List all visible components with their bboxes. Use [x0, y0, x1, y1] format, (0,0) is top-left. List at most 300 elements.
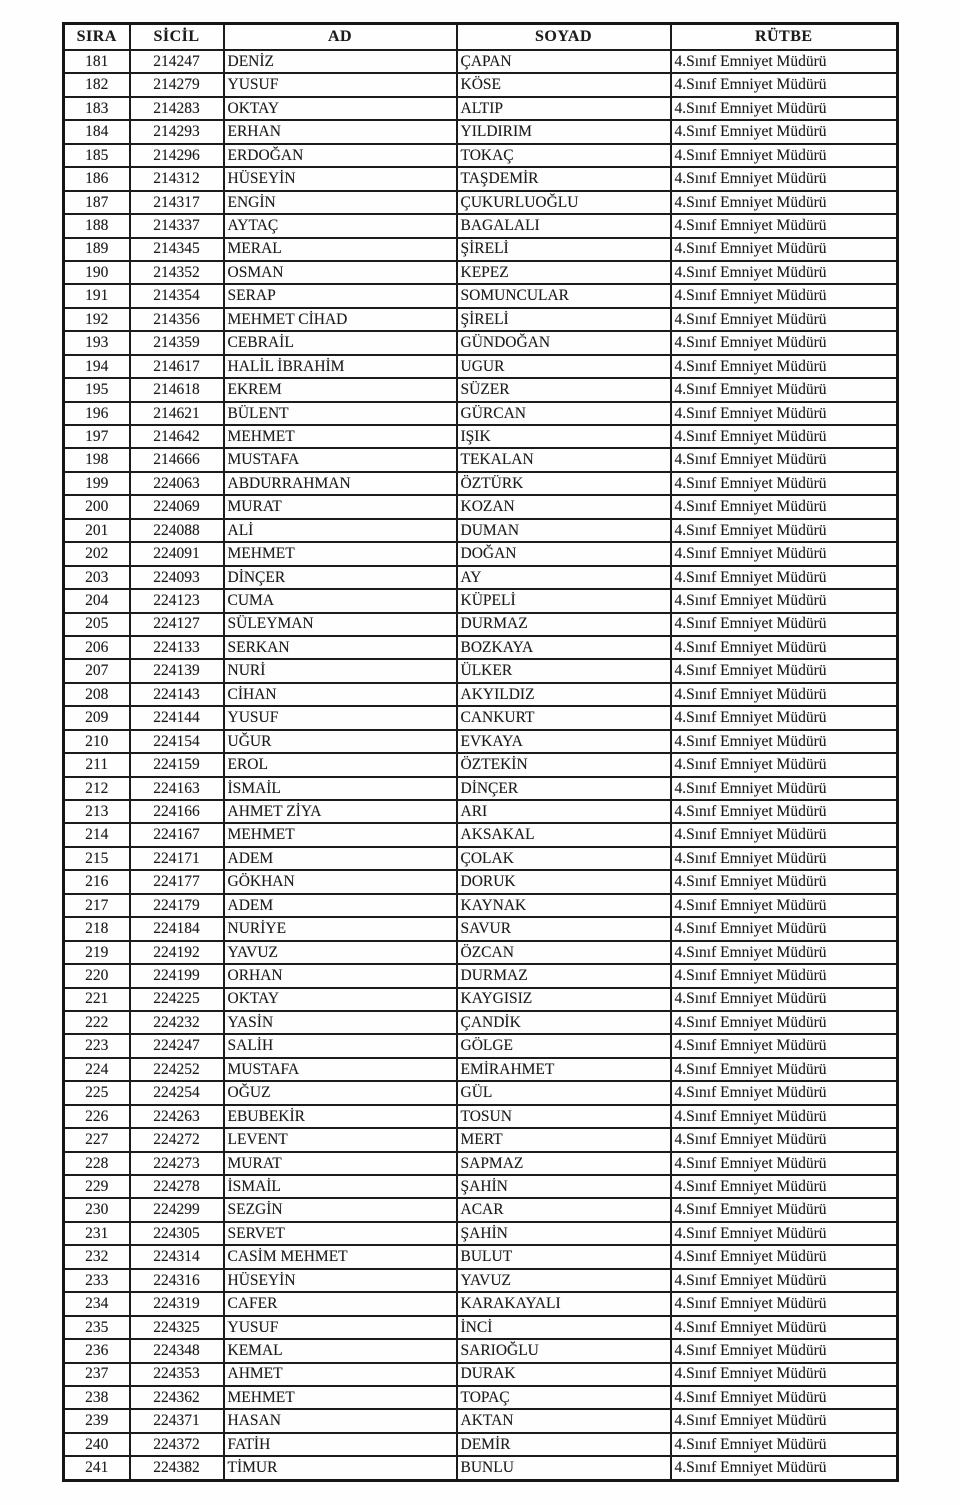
cell-sira: 212	[64, 777, 130, 800]
cell-sicil: 224278	[130, 1175, 224, 1198]
table-row	[64, 823, 898, 846]
table-row	[64, 1222, 898, 1245]
table-row	[64, 988, 898, 1011]
table-row	[64, 1409, 898, 1432]
cell-rutbe: 4.Sınıf Emniyet Müdürü	[671, 1386, 898, 1409]
table-row	[64, 1175, 898, 1198]
cell-ad: HASAN	[224, 1409, 457, 1432]
cell-sira: 207	[64, 659, 130, 682]
cell-ad: DİNÇER	[224, 566, 457, 589]
table-row	[64, 472, 898, 495]
table-row	[64, 800, 898, 823]
cell-ad: AHMET	[224, 1363, 457, 1386]
table-row	[64, 917, 898, 940]
table-row	[64, 847, 898, 870]
cell-soyad: ÇUKURLUOĞLU	[457, 191, 671, 214]
cell-ad: HÜSEYİN	[224, 1269, 457, 1292]
cell-sira: 229	[64, 1175, 130, 1198]
cell-sicil: 214618	[130, 378, 224, 401]
cell-ad: AHMET ZİYA	[224, 800, 457, 823]
cell-rutbe: 4.Sınıf Emniyet Müdürü	[671, 167, 898, 190]
table-row	[64, 355, 898, 378]
cell-ad: FATİH	[224, 1433, 457, 1456]
cell-ad: ENGİN	[224, 191, 457, 214]
cell-sicil: 214354	[130, 284, 224, 307]
cell-rutbe: 4.Sınıf Emniyet Müdürü	[671, 1105, 898, 1128]
cell-sira: 210	[64, 730, 130, 753]
cell-rutbe: 4.Sınıf Emniyet Müdürü	[671, 1433, 898, 1456]
cell-sira: 214	[64, 823, 130, 846]
cell-sira: 203	[64, 566, 130, 589]
cell-soyad: TOPAÇ	[457, 1386, 671, 1409]
table-row	[64, 331, 898, 354]
cell-sira: 221	[64, 988, 130, 1011]
table-row	[64, 683, 898, 706]
cell-soyad: TOKAÇ	[457, 144, 671, 167]
cell-ad: İSMAİL	[224, 1175, 457, 1198]
cell-rutbe: 4.Sınıf Emniyet Müdürü	[671, 331, 898, 354]
cell-soyad: KAYGISIZ	[457, 988, 671, 1011]
cell-ad: SERVET	[224, 1222, 457, 1245]
table-row	[64, 1081, 898, 1104]
column-header-sicil: SİCİL	[130, 24, 224, 51]
cell-rutbe: 4.Sınıf Emniyet Müdürü	[671, 1269, 898, 1292]
cell-soyad: AKYILDIZ	[457, 683, 671, 706]
cell-ad: SERKAN	[224, 636, 457, 659]
cell-sira: 231	[64, 1222, 130, 1245]
cell-sira: 190	[64, 261, 130, 284]
cell-sira: 194	[64, 355, 130, 378]
cell-sicil: 214621	[130, 402, 224, 425]
cell-sicil: 224362	[130, 1386, 224, 1409]
table-row	[64, 144, 898, 167]
cell-ad: ORHAN	[224, 964, 457, 987]
cell-rutbe: 4.Sınıf Emniyet Müdürü	[671, 823, 898, 846]
cell-sicil: 224232	[130, 1011, 224, 1034]
cell-soyad: ACAR	[457, 1198, 671, 1221]
column-header-ad: AD	[224, 24, 457, 51]
cell-sira: 217	[64, 894, 130, 917]
cell-sicil: 214312	[130, 167, 224, 190]
cell-soyad: ÖZTEKİN	[457, 753, 671, 776]
cell-rutbe: 4.Sınıf Emniyet Müdürü	[671, 706, 898, 729]
cell-soyad: BULUT	[457, 1245, 671, 1268]
table-row	[64, 870, 898, 893]
cell-sicil: 224353	[130, 1363, 224, 1386]
table-row	[64, 1269, 898, 1292]
table-row	[64, 589, 898, 612]
table-row	[64, 519, 898, 542]
cell-sira: 213	[64, 800, 130, 823]
table-row	[64, 167, 898, 190]
cell-sira: 235	[64, 1316, 130, 1339]
cell-sicil: 224177	[130, 870, 224, 893]
cell-ad: YUSUF	[224, 706, 457, 729]
cell-sira: 189	[64, 238, 130, 261]
cell-rutbe: 4.Sınıf Emniyet Müdürü	[671, 1292, 898, 1315]
table-row	[64, 261, 898, 284]
table-row	[64, 73, 898, 96]
cell-soyad: SAPMAZ	[457, 1152, 671, 1175]
table-row	[64, 730, 898, 753]
cell-ad: CAFER	[224, 1292, 457, 1315]
cell-soyad: KÖSE	[457, 73, 671, 96]
cell-rutbe: 4.Sınıf Emniyet Müdürü	[671, 917, 898, 940]
cell-sira: 182	[64, 73, 130, 96]
cell-soyad: ÇOLAK	[457, 847, 671, 870]
cell-rutbe: 4.Sınıf Emniyet Müdürü	[671, 542, 898, 565]
cell-ad: TİMUR	[224, 1456, 457, 1480]
cell-sira: 220	[64, 964, 130, 987]
cell-rutbe: 4.Sınıf Emniyet Müdürü	[671, 238, 898, 261]
cell-soyad: GÖLGE	[457, 1034, 671, 1057]
cell-sicil: 224139	[130, 659, 224, 682]
cell-sicil: 214283	[130, 97, 224, 120]
cell-sicil: 224325	[130, 1316, 224, 1339]
cell-sicil: 214345	[130, 238, 224, 261]
cell-ad: SEZGİN	[224, 1198, 457, 1221]
cell-rutbe: 4.Sınıf Emniyet Müdürü	[671, 1198, 898, 1221]
cell-sicil: 224143	[130, 683, 224, 706]
cell-sira: 219	[64, 941, 130, 964]
cell-soyad: KÜPELİ	[457, 589, 671, 612]
cell-soyad: SÜZER	[457, 378, 671, 401]
cell-soyad: YAVUZ	[457, 1269, 671, 1292]
cell-soyad: KAYNAK	[457, 894, 671, 917]
cell-soyad: ÇANDİK	[457, 1011, 671, 1034]
cell-sira: 236	[64, 1339, 130, 1362]
cell-sira: 222	[64, 1011, 130, 1034]
table-row	[64, 97, 898, 120]
cell-rutbe: 4.Sınıf Emniyet Müdürü	[671, 144, 898, 167]
cell-sicil: 224314	[130, 1245, 224, 1268]
cell-sicil: 224272	[130, 1128, 224, 1151]
table-row	[64, 1058, 898, 1081]
cell-ad: ADEM	[224, 894, 457, 917]
cell-sira: 226	[64, 1105, 130, 1128]
cell-rutbe: 4.Sınıf Emniyet Müdürü	[671, 1363, 898, 1386]
cell-soyad: TAŞDEMİR	[457, 167, 671, 190]
cell-sira: 241	[64, 1456, 130, 1480]
cell-soyad: DİNÇER	[457, 777, 671, 800]
cell-ad: LEVENT	[224, 1128, 457, 1151]
cell-soyad: KEPEZ	[457, 261, 671, 284]
table-row	[64, 659, 898, 682]
table-row	[64, 425, 898, 448]
cell-ad: EBUBEKİR	[224, 1105, 457, 1128]
cell-sicil: 224144	[130, 706, 224, 729]
table-row	[64, 191, 898, 214]
cell-soyad: GÜNDOĞAN	[457, 331, 671, 354]
cell-sira: 237	[64, 1363, 130, 1386]
table-row	[64, 1316, 898, 1339]
cell-soyad: ARI	[457, 800, 671, 823]
cell-rutbe: 4.Sınıf Emniyet Müdürü	[671, 120, 898, 143]
cell-rutbe: 4.Sınıf Emniyet Müdürü	[671, 1058, 898, 1081]
cell-sicil: 224069	[130, 495, 224, 518]
cell-sira: 198	[64, 448, 130, 471]
cell-ad: OKTAY	[224, 97, 457, 120]
cell-soyad: YILDIRIM	[457, 120, 671, 143]
cell-sicil: 224348	[130, 1339, 224, 1362]
cell-sicil: 224123	[130, 589, 224, 612]
cell-rutbe: 4.Sınıf Emniyet Müdürü	[671, 800, 898, 823]
table-row	[64, 284, 898, 307]
cell-rutbe: 4.Sınıf Emniyet Müdürü	[671, 519, 898, 542]
cell-rutbe: 4.Sınıf Emniyet Müdürü	[671, 988, 898, 1011]
cell-ad: EKREM	[224, 378, 457, 401]
cell-sicil: 224199	[130, 964, 224, 987]
table-row	[64, 402, 898, 425]
cell-sicil: 224305	[130, 1222, 224, 1245]
cell-soyad: DURAK	[457, 1363, 671, 1386]
cell-sira: 187	[64, 191, 130, 214]
cell-rutbe: 4.Sınıf Emniyet Müdürü	[671, 1316, 898, 1339]
cell-soyad: GÜL	[457, 1081, 671, 1104]
cell-sira: 224	[64, 1058, 130, 1081]
column-header-sira: SIRA	[64, 24, 130, 51]
cell-sira: 196	[64, 402, 130, 425]
cell-sicil: 224093	[130, 566, 224, 589]
table-row	[64, 566, 898, 589]
cell-rutbe: 4.Sınıf Emniyet Müdürü	[671, 1081, 898, 1104]
cell-sira: 201	[64, 519, 130, 542]
table-row	[64, 495, 898, 518]
cell-rutbe: 4.Sınıf Emniyet Müdürü	[671, 191, 898, 214]
cell-sira: 202	[64, 542, 130, 565]
cell-ad: AYTAÇ	[224, 214, 457, 237]
cell-ad: OKTAY	[224, 988, 457, 1011]
cell-ad: ADEM	[224, 847, 457, 870]
cell-soyad: ÇAPAN	[457, 50, 671, 73]
cell-sicil: 224382	[130, 1456, 224, 1480]
cell-ad: EROL	[224, 753, 457, 776]
cell-sira: 206	[64, 636, 130, 659]
cell-sira: 200	[64, 495, 130, 518]
cell-sicil: 214666	[130, 448, 224, 471]
cell-soyad: AKTAN	[457, 1409, 671, 1432]
cell-rutbe: 4.Sınıf Emniyet Müdürü	[671, 1152, 898, 1175]
table-row	[64, 706, 898, 729]
table-body	[64, 50, 898, 1480]
cell-rutbe: 4.Sınıf Emniyet Müdürü	[671, 402, 898, 425]
cell-soyad: ŞİRELİ	[457, 238, 671, 261]
cell-soyad: SARIOĞLU	[457, 1339, 671, 1362]
cell-sicil: 214337	[130, 214, 224, 237]
cell-sicil: 224225	[130, 988, 224, 1011]
table-row	[64, 1339, 898, 1362]
cell-soyad: TEKALAN	[457, 448, 671, 471]
cell-sira: 193	[64, 331, 130, 354]
cell-sicil: 224088	[130, 519, 224, 542]
cell-sira: 216	[64, 870, 130, 893]
table-header	[64, 24, 898, 51]
cell-sira: 215	[64, 847, 130, 870]
cell-ad: GÖKHAN	[224, 870, 457, 893]
cell-sicil: 224166	[130, 800, 224, 823]
cell-sicil: 214296	[130, 144, 224, 167]
cell-soyad: EVKAYA	[457, 730, 671, 753]
cell-sira: 183	[64, 97, 130, 120]
table-row	[64, 1245, 898, 1268]
cell-rutbe: 4.Sınıf Emniyet Müdürü	[671, 683, 898, 706]
cell-soyad: BUNLU	[457, 1456, 671, 1480]
cell-sicil: 224254	[130, 1081, 224, 1104]
cell-sicil: 224154	[130, 730, 224, 753]
cell-sira: 240	[64, 1433, 130, 1456]
cell-soyad: BOZKAYA	[457, 636, 671, 659]
cell-sira: 238	[64, 1386, 130, 1409]
cell-rutbe: 4.Sınıf Emniyet Müdürü	[671, 214, 898, 237]
cell-sicil: 224091	[130, 542, 224, 565]
cell-soyad: ŞAHİN	[457, 1222, 671, 1245]
cell-sicil: 224372	[130, 1433, 224, 1456]
cell-rutbe: 4.Sınıf Emniyet Müdürü	[671, 378, 898, 401]
cell-sicil: 224371	[130, 1409, 224, 1432]
cell-sira: 181	[64, 50, 130, 73]
cell-rutbe: 4.Sınıf Emniyet Müdürü	[671, 730, 898, 753]
cell-sira: 185	[64, 144, 130, 167]
cell-sicil: 214317	[130, 191, 224, 214]
cell-sicil: 224252	[130, 1058, 224, 1081]
cell-sicil: 214352	[130, 261, 224, 284]
cell-soyad: GÜRCAN	[457, 402, 671, 425]
cell-sira: 209	[64, 706, 130, 729]
cell-rutbe: 4.Sınıf Emniyet Müdürü	[671, 261, 898, 284]
cell-sicil: 214617	[130, 355, 224, 378]
cell-sicil: 224273	[130, 1152, 224, 1175]
cell-rutbe: 4.Sınıf Emniyet Müdürü	[671, 308, 898, 331]
cell-ad: MUSTAFA	[224, 1058, 457, 1081]
table-row	[64, 120, 898, 143]
cell-sira: 186	[64, 167, 130, 190]
table-row	[64, 214, 898, 237]
cell-soyad: TOSUN	[457, 1105, 671, 1128]
cell-rutbe: 4.Sınıf Emniyet Müdürü	[671, 355, 898, 378]
cell-sicil: 224063	[130, 472, 224, 495]
cell-ad: MURAT	[224, 495, 457, 518]
cell-soyad: BAGALALI	[457, 214, 671, 237]
cell-rutbe: 4.Sınıf Emniyet Müdürü	[671, 284, 898, 307]
cell-soyad: KARAKAYALI	[457, 1292, 671, 1315]
table-row	[64, 964, 898, 987]
cell-sira: 239	[64, 1409, 130, 1432]
cell-sira: 230	[64, 1198, 130, 1221]
cell-ad: NURİYE	[224, 917, 457, 940]
cell-sira: 192	[64, 308, 130, 331]
cell-soyad: AKSAKAL	[457, 823, 671, 846]
cell-sira: 218	[64, 917, 130, 940]
cell-rutbe: 4.Sınıf Emniyet Müdürü	[671, 472, 898, 495]
table-row	[64, 1034, 898, 1057]
table-row	[64, 448, 898, 471]
header-row	[64, 24, 898, 51]
cell-rutbe: 4.Sınıf Emniyet Müdürü	[671, 753, 898, 776]
cell-soyad: SAVUR	[457, 917, 671, 940]
cell-sira: 228	[64, 1152, 130, 1175]
cell-sicil: 224319	[130, 1292, 224, 1315]
table-row	[64, 1363, 898, 1386]
cell-ad: MEHMET	[224, 542, 457, 565]
cell-ad: ALİ	[224, 519, 457, 542]
cell-rutbe: 4.Sınıf Emniyet Müdürü	[671, 589, 898, 612]
cell-sicil: 224133	[130, 636, 224, 659]
cell-ad: MEHMET CİHAD	[224, 308, 457, 331]
cell-ad: CİHAN	[224, 683, 457, 706]
cell-ad: CASİM MEHMET	[224, 1245, 457, 1268]
table-row	[64, 636, 898, 659]
cell-ad: MUSTAFA	[224, 448, 457, 471]
cell-rutbe: 4.Sınıf Emniyet Müdürü	[671, 1339, 898, 1362]
cell-soyad: DOĞAN	[457, 542, 671, 565]
cell-sira: 233	[64, 1269, 130, 1292]
cell-ad: OSMAN	[224, 261, 457, 284]
table-row	[64, 1011, 898, 1034]
cell-sicil: 224159	[130, 753, 224, 776]
cell-rutbe: 4.Sınıf Emniyet Müdürü	[671, 1011, 898, 1034]
cell-rutbe: 4.Sınıf Emniyet Müdürü	[671, 566, 898, 589]
cell-rutbe: 4.Sınıf Emniyet Müdürü	[671, 636, 898, 659]
cell-sira: 227	[64, 1128, 130, 1151]
cell-rutbe: 4.Sınıf Emniyet Müdürü	[671, 1034, 898, 1057]
cell-soyad: DEMİR	[457, 1433, 671, 1456]
cell-rutbe: 4.Sınıf Emniyet Müdürü	[671, 613, 898, 636]
cell-sira: 205	[64, 613, 130, 636]
cell-sira: 211	[64, 753, 130, 776]
cell-ad: OĞUZ	[224, 1081, 457, 1104]
table-row	[64, 238, 898, 261]
table-row	[64, 542, 898, 565]
cell-soyad: MERT	[457, 1128, 671, 1151]
cell-soyad: DURMAZ	[457, 613, 671, 636]
cell-ad: YASİN	[224, 1011, 457, 1034]
cell-sicil: 224171	[130, 847, 224, 870]
table-row	[64, 1386, 898, 1409]
cell-ad: İSMAİL	[224, 777, 457, 800]
cell-soyad: DURMAZ	[457, 964, 671, 987]
table-row	[64, 1292, 898, 1315]
cell-rutbe: 4.Sınıf Emniyet Müdürü	[671, 97, 898, 120]
table-row	[64, 1456, 898, 1480]
cell-ad: DENİZ	[224, 50, 457, 73]
cell-ad: SERAP	[224, 284, 457, 307]
cell-ad: SALİH	[224, 1034, 457, 1057]
cell-sicil: 224167	[130, 823, 224, 846]
cell-rutbe: 4.Sınıf Emniyet Müdürü	[671, 870, 898, 893]
cell-soyad: CANKURT	[457, 706, 671, 729]
cell-soyad: KOZAN	[457, 495, 671, 518]
cell-ad: MEHMET	[224, 425, 457, 448]
cell-ad: MURAT	[224, 1152, 457, 1175]
cell-rutbe: 4.Sınıf Emniyet Müdürü	[671, 73, 898, 96]
cell-soyad: SOMUNCULAR	[457, 284, 671, 307]
table-row	[64, 308, 898, 331]
cell-sicil: 224184	[130, 917, 224, 940]
table-row	[64, 941, 898, 964]
cell-rutbe: 4.Sınıf Emniyet Müdürü	[671, 448, 898, 471]
cell-sicil: 214247	[130, 50, 224, 73]
cell-rutbe: 4.Sınıf Emniyet Müdürü	[671, 495, 898, 518]
table-row	[64, 378, 898, 401]
cell-sira: 225	[64, 1081, 130, 1104]
table-row	[64, 1433, 898, 1456]
cell-rutbe: 4.Sınıf Emniyet Müdürü	[671, 1456, 898, 1480]
cell-sira: 195	[64, 378, 130, 401]
cell-soyad: UGUR	[457, 355, 671, 378]
cell-ad: ERHAN	[224, 120, 457, 143]
table-row	[64, 777, 898, 800]
cell-ad: SÜLEYMAN	[224, 613, 457, 636]
